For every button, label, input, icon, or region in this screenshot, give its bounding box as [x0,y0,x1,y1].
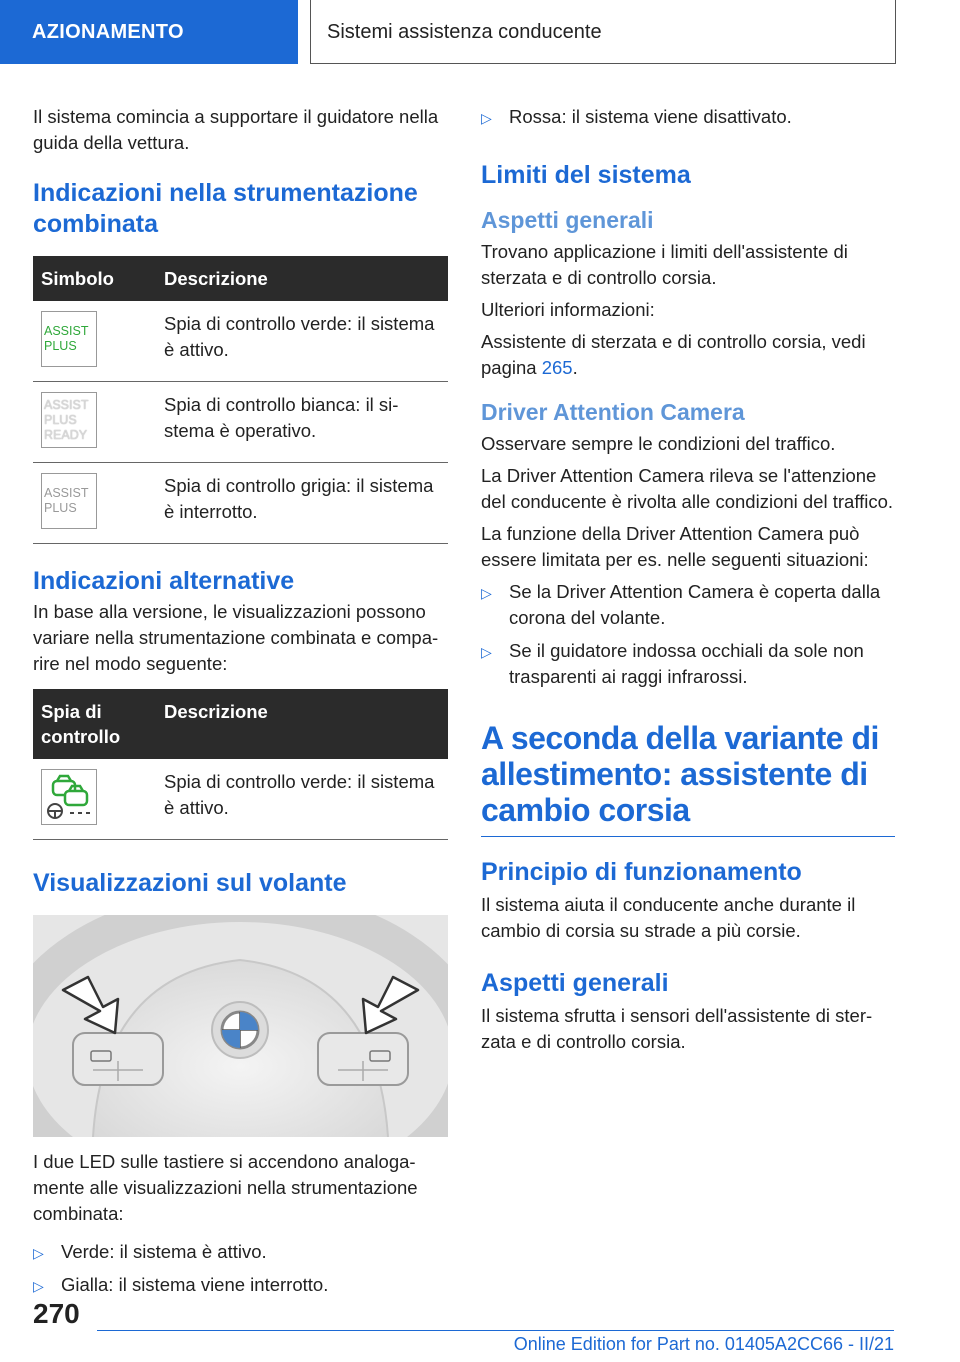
list-item [481,579,895,631]
icon-label: PLUS [44,501,77,515]
red-led-list [481,104,895,130]
lane-steering-assist-icon [41,769,97,825]
left-column [33,104,448,1305]
heading-general-1: Aspetti generali [481,207,654,233]
icon-label: ASSIST [44,486,89,500]
right-column [481,104,895,1061]
assist-plus-ready-white-icon [41,392,97,448]
table-header-description: Descrizione [156,256,448,301]
triangle-right-icon: ▷ [481,644,492,660]
table-row [33,463,448,544]
reference-text: Assistente di sterzata e di controllo corsia, vedi pagina [481,331,866,378]
symbol-table [33,256,448,544]
chapter-title: Sistemi assistenza conducente [310,0,896,64]
general2-paragraph: Il sistema sfrutta i sensori dell'assistente di sterzata e di controllo corsia. [481,1005,873,1052]
heading-lane-change: A seconda della variante di allestimento: assistente di cambio corsia [481,720,879,828]
list-item-text: Verde: il sistema è attivo. [61,1241,267,1262]
steering-wheel-illustration [33,915,448,1137]
row-description: Spia di controllo verde: il sistema è attivo. [156,759,448,840]
cross-reference [481,329,895,381]
page-number: 270 [33,1298,80,1329]
heading-limits: Limiti del sistema [481,161,691,189]
camera-paragraph-1: Osservare sempre le condizioni del traffico. [481,433,836,454]
more-info-label: Ulteriori informazioni: [481,299,655,320]
icon-label: ASSIST [44,397,89,412]
list-item-text: Se la Driver Attention Camera è coperta dalla corona del volante. [509,581,881,628]
intro-paragraph: Il sistema comincia a supportare il guidatore nella guida della vettura. [33,106,439,153]
icon-label: PLUS [44,339,77,353]
alternative-paragraph: In base alla versione, le visualizzazioni possono variare nella strumentazione combinata e comparire nel modo seguente: [33,601,439,674]
heading-general-2: Aspetti generali [481,969,669,997]
icon-label: READY [44,427,88,442]
list-item [33,1239,448,1265]
triangle-right-icon: ▷ [33,1245,44,1261]
heading-cluster: Indicazioni nella strumentazione combinata [33,179,418,238]
row-description: Spia di controllo verde: il sistema è attivo. [156,301,448,382]
table-row [33,382,448,463]
heading-principle: Principio di funzionamento [481,858,802,886]
row-description: Spia di controllo bianca: il sistema è operativo. [156,382,448,463]
table-header-symbol: Simbolo [33,256,156,301]
heading-camera: Driver Attention Camera [481,399,745,425]
general1-paragraph: Trovano applicazione i limiti dell'assistente di sterzata e di controllo corsia. [481,241,848,288]
section-tab: AZIONAMENTO [0,0,298,64]
row-description: Spia di controllo grigia: il sistema è interrotto. [156,463,448,544]
table-header-description: Descrizione [156,689,448,759]
table-row [33,301,448,382]
camera-paragraph-3: La funzione della Driver Attention Camera può essere limitata per es. nelle seguenti situazioni: [481,523,869,570]
footer-rule [97,1330,894,1331]
table-header-lamp: Spia di controllo [33,689,156,759]
heading-alternative: Indicazioni alternative [33,567,295,595]
list-item-text: Gialla: il sistema viene interrotto. [61,1274,329,1295]
principle-paragraph: Il sistema aiuta il conducente anche durante il cambio di corsia su strade a più corsie. [481,894,856,941]
wheel-paragraph: I due LED sulle tastiere si accendono analogamente alle visualizzazioni nella strumentazione combinata: [33,1151,418,1224]
table-row [33,759,448,840]
list-item-text: Se il guidatore indossa occhiali da sole non trasparenti ai raggi infrarossi. [509,640,864,687]
page-link[interactable]: 265 [541,357,573,378]
assist-plus-grey-icon [41,473,97,529]
icon-label: ASSIST [44,324,89,338]
icon-label: PLUS [44,412,77,427]
assist-plus-green-icon [41,311,97,367]
list-item [481,104,895,130]
triangle-right-icon: ▷ [481,585,492,601]
list-item-text: Rossa: il sistema viene disattivato. [509,106,792,127]
wheel-led-list [33,1239,448,1298]
triangle-right-icon: ▷ [33,1278,44,1294]
list-item [481,638,895,690]
footer-edition: Online Edition for Part no. 01405A2CC66 - II/21 [513,1334,894,1354]
reference-end: . [572,357,578,378]
lamp-table [33,689,448,840]
heading-rule [481,836,895,837]
camera-limits-list [481,579,895,690]
heading-wheel: Visualizzazioni sul volante [33,869,347,897]
triangle-right-icon: ▷ [481,110,492,126]
list-item [33,1272,448,1298]
camera-paragraph-2: La Driver Attention Camera rileva se l'attenzione del conducente è rivolta alle condizioni del traffico. [481,465,894,512]
